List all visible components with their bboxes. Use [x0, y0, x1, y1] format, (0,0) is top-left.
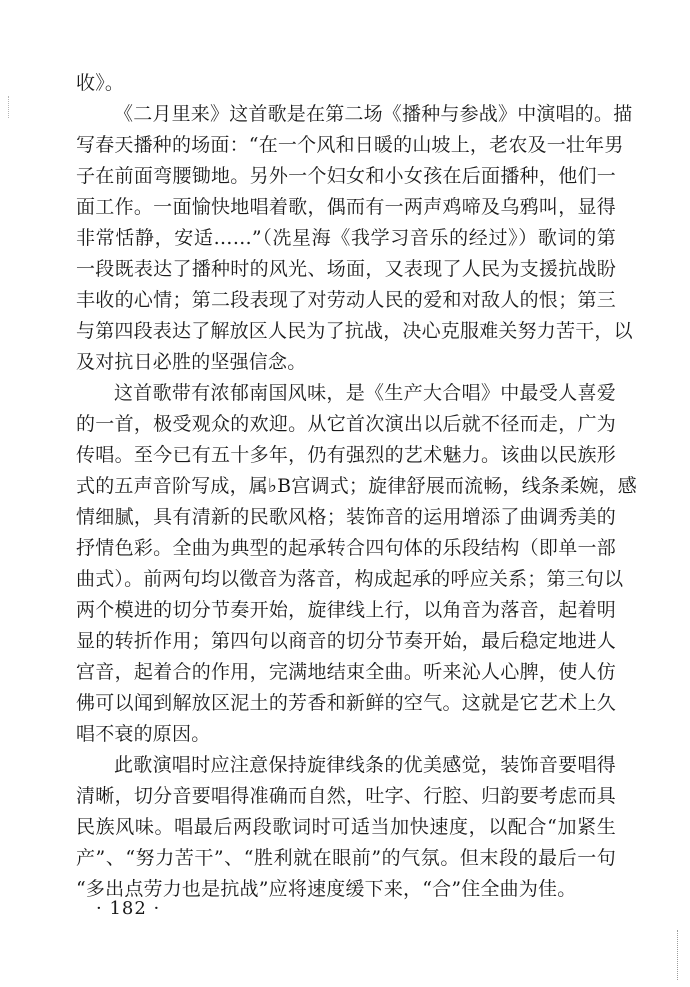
text-line: “多出点劳力也是抗战”应将速度缓下来，“合”住全曲为佳。 — [76, 878, 577, 900]
text-line: 一段既表达了播种时的风光、场面，又表现了人民为支援抗战盼 — [76, 258, 616, 280]
text-line: 唱不衰的原因。 — [76, 723, 211, 745]
text-line: 此歌演唱时应注意保持旋律线条的优美感觉，装饰音要唱得 — [114, 754, 616, 776]
text-line: 宫音，起着合的作用，完满地结束全曲。听来沁人心脾，使人仿 — [76, 661, 616, 683]
text-line: 民族风味。唱最后两段歌词时可适当加快速度，以配合“加紧生 — [76, 816, 616, 838]
text-line: 与第四段表达了解放区人民为了抗战，决心克服难关努力苦干，以 — [76, 320, 633, 342]
text-line: 面工作。一面愉快地唱着歌，偶而有一两声鸡啼及乌鸦叫，显得 — [76, 196, 616, 218]
paragraph — [76, 68, 616, 99]
text-line: 丰收的心情；第二段表现了对劳动人民的爱和对敌人的恨；第三 — [76, 289, 616, 311]
scan-edge-mark — [8, 96, 11, 118]
text-line: 情细腻，具有清新的民歌风格；装饰音的运用增添了曲调秀美的 — [76, 506, 616, 528]
text-line: 这首歌带有浓郁南国风味，是《生产大合唱》中最受人喜爱 — [114, 382, 616, 404]
text-line: 非常恬静，安适……”（冼星海《我学习音乐的经过》）歌词的第 — [76, 227, 616, 249]
text-line: 两个模进的切分节奏开始，旋律线上行，以角音为落音，起着明 — [76, 599, 616, 621]
text-line: 及对抗日必胜的坚强信念。 — [76, 351, 307, 373]
text-line: 传唱。至今已有五十多年，仍有强烈的艺术魅力。该曲以民族形 — [76, 444, 616, 466]
text-line: 抒情色彩。全曲为典型的起承转合四句体的乐段结构（即单一部 — [76, 537, 616, 559]
text-line: 式的五声音阶写成，属♭B宫调式；旋律舒展而流畅，线条柔婉，感 — [76, 475, 637, 497]
text-line: 显的转折作用；第四句以商音的切分节奏开始，最后稳定地进人 — [76, 630, 616, 652]
text-line: 曲式）。前两句均以徵音为落音，构成起承的呼应关系；第三句以 — [76, 568, 624, 590]
text-line: 佛可以闻到解放区泥土的芳香和新鲜的空气。这就是它艺术上久 — [76, 692, 616, 714]
text-line: 清晰，切分音要唱得准确而自然，吐字、行腔、归韵要考虑而具 — [76, 785, 616, 807]
body-text — [76, 68, 637, 905]
paragraph — [76, 750, 616, 905]
page-number: · 182 · — [96, 898, 161, 919]
paragraph — [76, 99, 633, 378]
text-line: 子在前面弯腰锄地。另外一个妇女和小女孩在后面播种，他们一 — [76, 165, 616, 187]
text-line: 的一首，极受观众的欢迎。从它首次演出以后就不径而走，广为 — [76, 413, 616, 435]
text-line: 《二月里来》这首歌是在第二场《播种与参战》中演唱的。描 — [114, 103, 633, 125]
text-line: 写春天播种的场面：“在一个风和日暖的山坡上，老农及一壮年男 — [76, 134, 624, 156]
text-line: 产”、“努力苦干”、“胜利就在眼前”的气氛。但末段的最后一句 — [76, 847, 616, 869]
paragraph — [76, 378, 637, 750]
scan-edge-dots — [677, 930, 682, 980]
text-line: 收》。 — [76, 72, 125, 94]
